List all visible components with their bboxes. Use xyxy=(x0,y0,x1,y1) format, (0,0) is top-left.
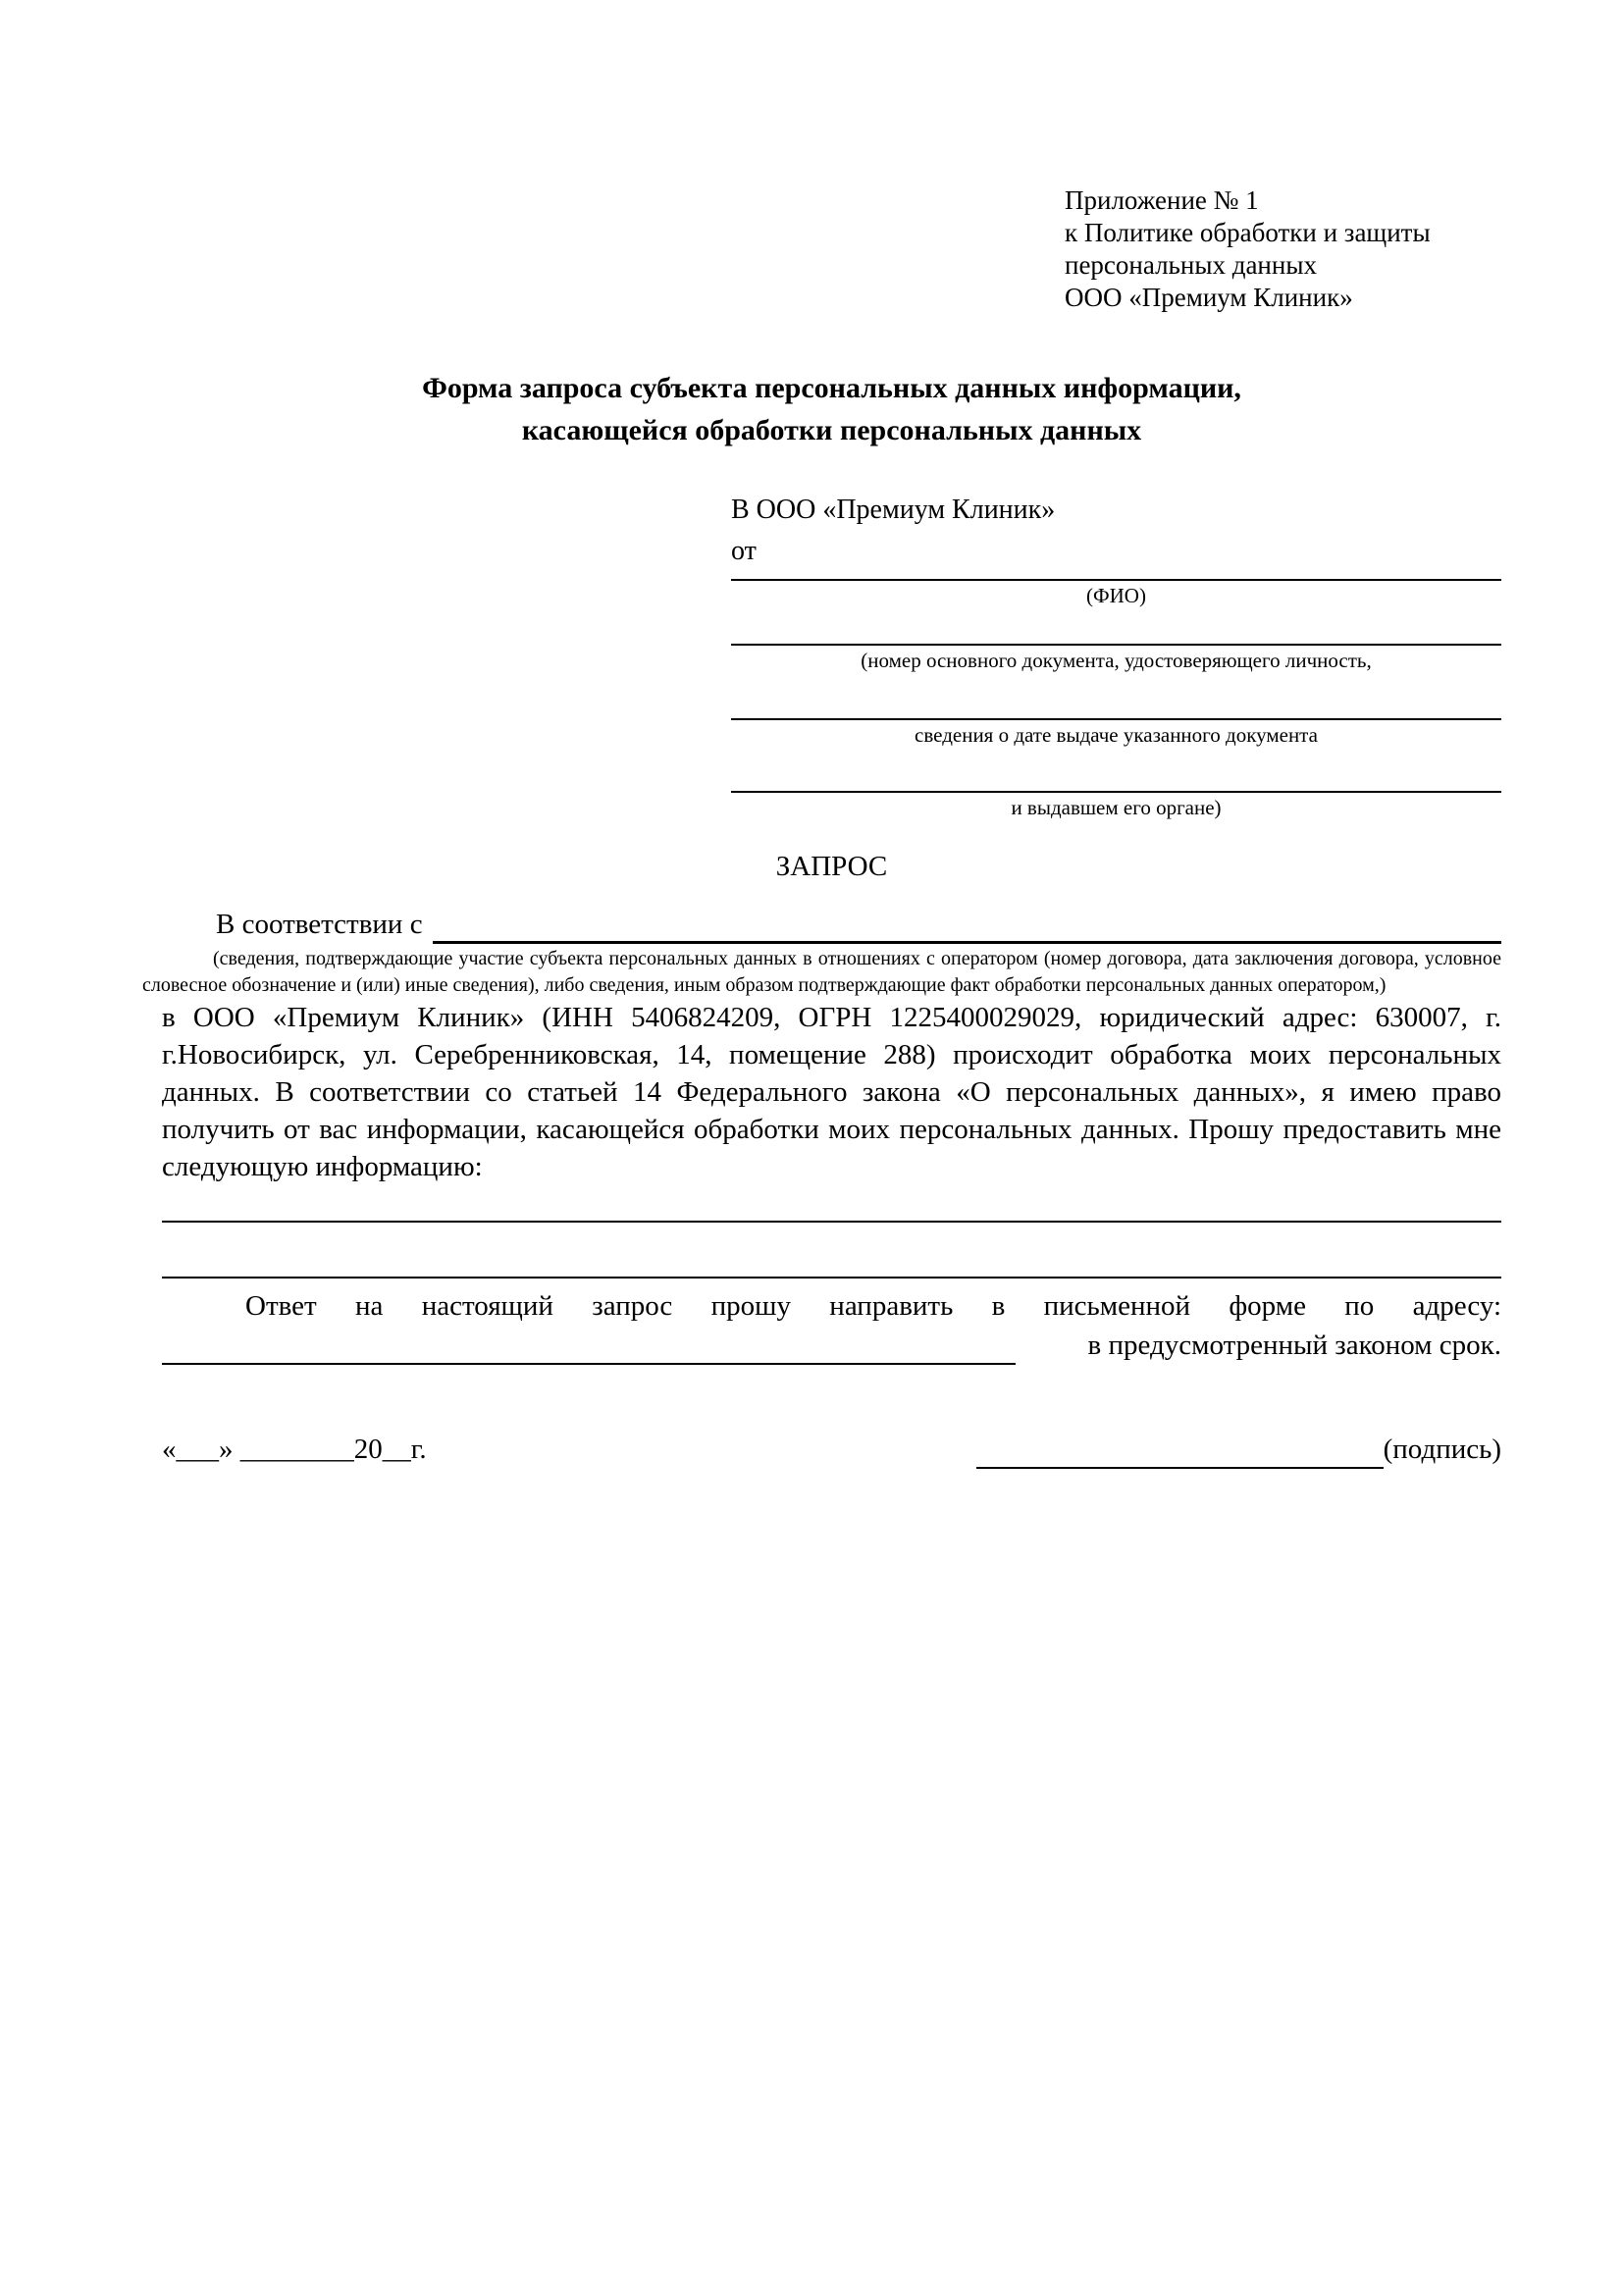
doc-date-field xyxy=(731,718,1501,750)
document-title-line: Форма запроса субъекта персональных данных информации, xyxy=(422,372,1241,404)
fio-field xyxy=(731,579,1501,610)
signature-group xyxy=(976,1430,1501,1469)
appendix-line: ООО «Премиум Клиник» xyxy=(1065,283,1353,312)
document-title-line: касающейся обработки персональных данных xyxy=(521,414,1142,446)
appendix-block xyxy=(1065,184,1501,314)
reply-suffix: в предусмотренный законом срок. xyxy=(1087,1330,1501,1361)
accordance-blank-line xyxy=(433,908,1501,944)
request-heading: ЗАПРОС xyxy=(775,851,888,882)
recipient-block xyxy=(731,493,1501,822)
date-field: «___» ________20__г. xyxy=(162,1434,427,1465)
doc-issuer-field-label: и выдавшем его органе) xyxy=(1011,796,1222,819)
request-body-paragraph: в ООО «Премиум Клиник» (ИНН 5406824209, ОГРН 1225400029029, юридический адрес: 630007, г. г.Новосибирск, ул. Серебренниковская, 14, помещение 288) происходит обработка моих персональных данных. В соответствии со статьей 14 Федерального закона «О персональных данных», я имею право получить от вас информации, касающейся обработки моих персональных данных. Прошу предоставить мне следующую информацию: xyxy=(162,1002,1501,1182)
appendix-line: персональных данных xyxy=(1065,250,1317,280)
doc-date-field-label: сведения о дате выдаче указанного документа xyxy=(915,723,1318,747)
address-blank-line xyxy=(162,1330,1016,1365)
document-title xyxy=(162,367,1501,451)
doc-number-field xyxy=(731,644,1501,675)
accordance-line xyxy=(162,905,1501,944)
footnote-text: (сведения, подтверждающие участие субъекта персональных данных в отношениях с оператором (номер договора, дата заключения договора, условное словесное обозначение и (или) иные сведения), либо сведения, иным образом подтверждающие факт обработки персональных данных оператором,) xyxy=(142,948,1501,996)
appendix-line: к Политике обработки и защиты xyxy=(1065,218,1431,247)
signature-blank-line xyxy=(976,1434,1384,1469)
accordance-prefix: В соответствии с xyxy=(216,909,423,940)
signature-label: (подпись) xyxy=(1383,1434,1501,1465)
info-blank-line-1 xyxy=(162,1221,1501,1223)
date-signature-row xyxy=(162,1430,1501,1469)
recipient-from-label: от xyxy=(731,536,757,566)
fio-field-label: (ФИО) xyxy=(1086,584,1146,607)
doc-issuer-field xyxy=(731,791,1501,822)
info-blank-line-2 xyxy=(162,1277,1501,1278)
reply-address-row xyxy=(162,1326,1501,1365)
reply-paragraph: Ответ на настоящий запрос прошу направить в письменной форме по адресу: xyxy=(245,1290,1501,1322)
appendix-line: Приложение № 1 xyxy=(1065,185,1259,215)
recipient-to: В ООО «Премиум Клиник» xyxy=(731,495,1056,525)
doc-number-field-label: (номер основного документа, удостоверяющего личность, xyxy=(861,649,1372,672)
